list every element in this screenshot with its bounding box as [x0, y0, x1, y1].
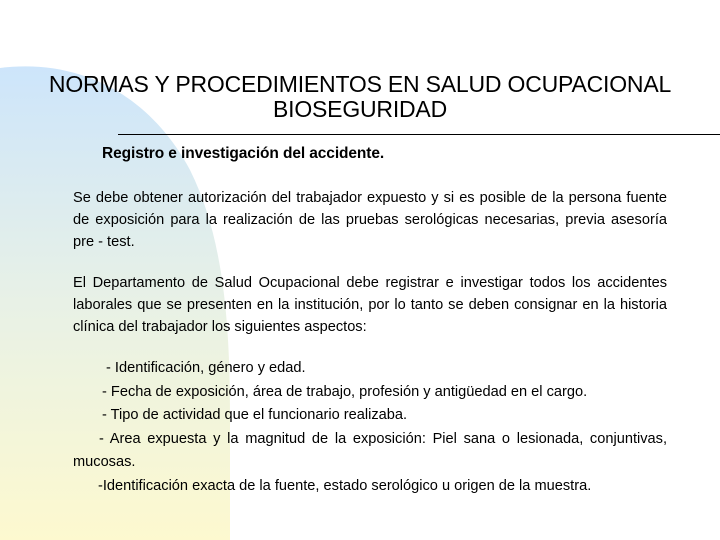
- section-subtitle: Registro e investigación del accidente.: [102, 145, 385, 162]
- aspects-list: [73, 357, 667, 498]
- title-divider: [118, 134, 720, 135]
- list-item: - Area expuesta y la magnitud de la exposición: Piel sana o lesionada, conjuntivas, mucosas.: [73, 430, 667, 470]
- list-item: - Fecha de exposición, área de trabajo, profesión y antigüedad en el cargo.: [102, 383, 588, 400]
- paragraph-department: El Departamento de Salud Ocupacional debe registrar e investigar todos los accidentes laborales que se presenten en la institución, por lo tanto se deben consignar en la historia clínica del trabajador los siguientes aspectos:: [73, 275, 667, 335]
- slide-title: [40, 72, 680, 122]
- list-item: - Identificación, género y edad.: [106, 360, 306, 376]
- paragraph-authorization: Se debe obtener autorización del trabajador expuesto y si es posible de la persona fuente de exposición para la realización de las pruebas serológicas necesarias, previa asesoría pre - test.: [73, 190, 667, 250]
- title-line-2: BIOSEGURIDAD: [273, 96, 447, 122]
- list-item: -Identificación exacta de la fuente, estado serológico u origen de la muestra.: [98, 477, 592, 494]
- title-line-1: NORMAS Y PROCEDIMIENTOS EN SALUD OCUPACIONAL: [48, 71, 672, 97]
- list-item: - Tipo de actividad que el funcionario realizaba.: [102, 407, 408, 423]
